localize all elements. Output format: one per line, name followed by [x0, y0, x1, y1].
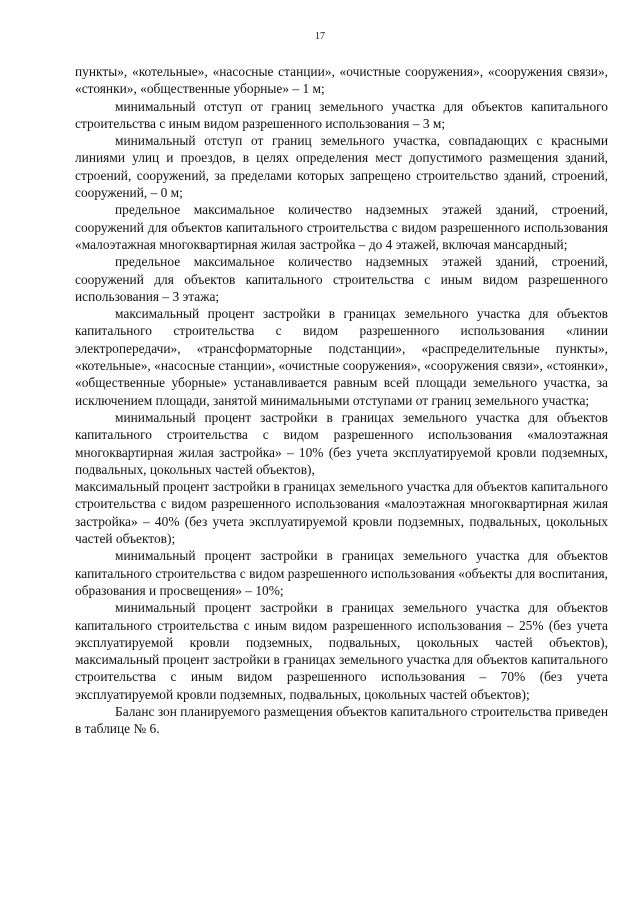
paragraph-8: максимальный процент застройки в границах земельного участка для объектов капитального строительства с видом разрешенного использования «малоэтажная многоквартирная жилая застройка» – 40% (без учета эксплуатируемой кровли подземных, подвальных, цокольных частей объектов); — [75, 479, 608, 547]
paragraph-5: предельное максимальное количество надземных этажей зданий, строений, сооружений для объектов капитального строительства с иным видом разрешенного использования – 3 этажа; — [75, 254, 608, 304]
paragraph-4: предельное максимальное количество надземных этажей зданий, строений, сооружений для объектов капитального строительства с видом разрешенного использования «малоэтажная многоквартирная жилая застройка – до 4 этажей, включая мансардный; — [75, 202, 608, 252]
paragraph-9: минимальный процент застройки в границах земельного участка для объектов капитального строительства с видом разрешенного использования «объекты для воспитания, образования и просвещения» – 10%; — [75, 548, 608, 598]
paragraph-2: минимальный отступ от границ земельного участка для объектов капитального строительства с иным видом разрешенного использования – 3 м; — [75, 98, 608, 131]
paragraph-3: минимальный отступ от границ земельного участка, совпадающих с красными линиями улиц и проездов, в целях определения мест допустимого размещения зданий, строений, сооружений, за пределами которых запрещено строительство зданий, строений, сооружений, – 0 м; — [75, 133, 608, 201]
body-text — [75, 63, 608, 738]
page-number: 17 — [315, 31, 325, 42]
paragraph-6: максимальный процент застройки в границах земельного участка для объектов капитального строительства с видом разрешенного использования «линии электропередачи», «трансформаторные подстанции», «распределительные пункты», «котельные», «насосные станции», «очистные сооружения», «сооружения связи», «стоянки», «общественные уборные» устанавливается равным всей площади земельного участка, за исключением площади, занятой минимальными отступами от границ земельного участка; — [75, 306, 608, 408]
paragraph-11: Баланс зон планируемого размещения объектов капитального строительства приведен в таблице № 6. — [75, 703, 609, 737]
paragraph-7: минимальный процент застройки в границах земельного участка для объектов капитального строительства с видом разрешенного использования «малоэтажная многоквартирная жилая застройка» – 10% (без учета эксплуатируемой кровли подземных, подвальных, цокольных частей объектов), — [75, 409, 608, 477]
paragraph-10: минимальный процент застройки в границах земельного участка для объектов капитального строительства с иным видом разрешенного использования – 25% (без учета эксплуатируемой кровли подземных, подвальных, цокольных частей объектов), максимальный процент застройки в границах земельного участка для объектов капитального строительства с иным видом разрешенного использования – 70% (без учета эксплуатируемой кровли подземных, подвальных, цокольных частей объектов); — [75, 600, 608, 702]
paragraph-1: пункты», «котельные», «насосные станции», «очистные сооружения», «сооружения связи», «стоянки», «общественные уборные» – 1 м; — [75, 64, 608, 97]
